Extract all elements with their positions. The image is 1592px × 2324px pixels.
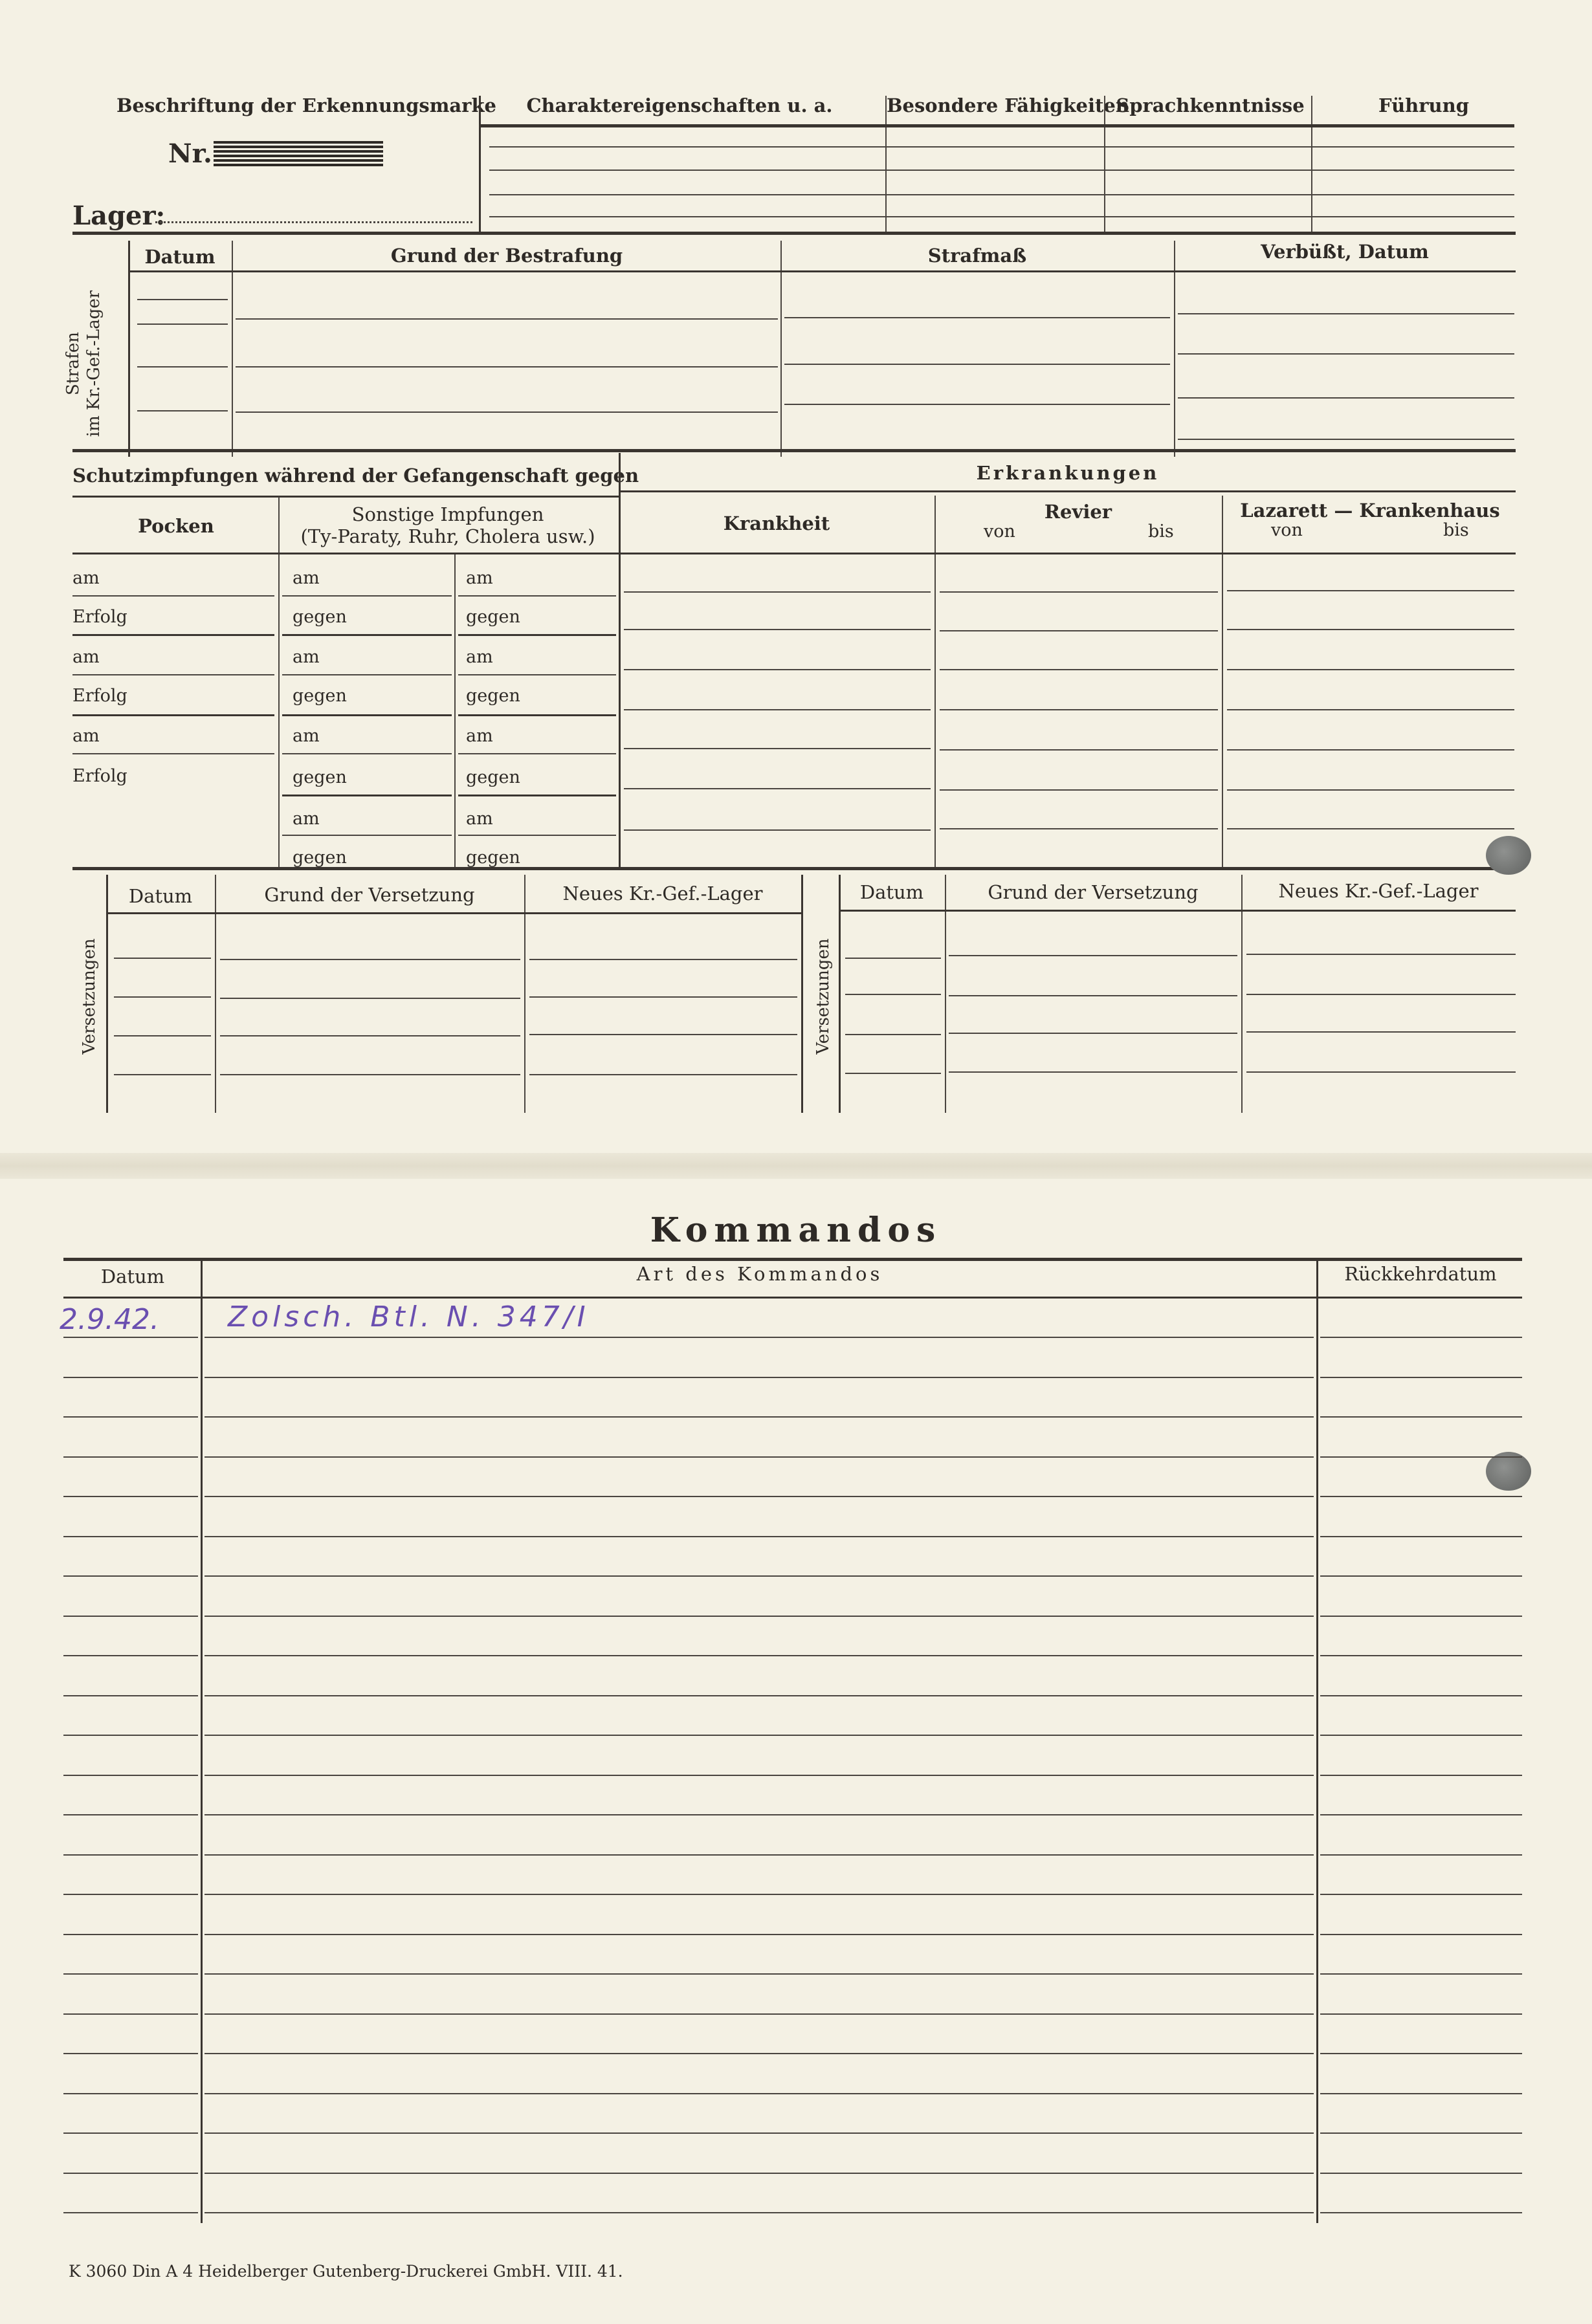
sonstige-b-am-2: am — [466, 647, 493, 667]
sonstige-b-gegen-2: gegen — [466, 686, 520, 706]
sonstige-a-am-2: am — [293, 647, 320, 667]
kommandos-row-line — [205, 1854, 1314, 1856]
kommandos-row-line — [63, 1735, 198, 1736]
kommandos-row-line — [1320, 2212, 1522, 2213]
kommandos-row-line — [205, 1575, 1314, 1577]
kommandos-row-line — [1320, 1854, 1522, 1856]
kommandos-row-line — [63, 1496, 198, 1497]
kommandos-row-line — [63, 1377, 198, 1378]
pocken-am-1: am — [72, 568, 100, 588]
transfer-left-header-datum: Datum — [128, 885, 193, 907]
kommandos-row-line — [1320, 1973, 1522, 1975]
kommandos-row-line — [63, 2212, 198, 2213]
kommandos-row-line — [205, 1416, 1314, 1418]
kommandos-row-line — [1320, 1496, 1522, 1497]
punishment-header-verbuesst: Verbüßt, Datum — [1261, 241, 1429, 263]
nr-label: Nr. — [168, 138, 212, 169]
transfer-left-header-lager: Neues Kr.-Gef.-Lager — [562, 882, 763, 904]
kommandos-row-line — [205, 2212, 1314, 2213]
kommandos-row-line — [63, 1416, 198, 1418]
kommandos-row-line — [1320, 1735, 1522, 1736]
punishment-header-strafmass: Strafmaß — [927, 245, 1027, 267]
kommandos-row-line — [205, 2093, 1314, 2094]
kommandos-row-line — [63, 1575, 198, 1577]
lager-label: Lager: — [72, 201, 166, 231]
print-footer: K 3060 Din A 4 Heidelberger Gutenberg-Druckerei GmbH. VIII. 41. — [69, 2262, 623, 2281]
transfer-side-label-left: Versetzungen — [80, 938, 99, 1055]
sonstige-b-gegen-3: gegen — [466, 767, 520, 787]
punch-hole-bottom — [1486, 1452, 1531, 1491]
kommandos-row-line — [205, 1735, 1314, 1736]
pocken-am-3: am — [72, 726, 100, 746]
kommandos-row-line — [63, 2013, 198, 2015]
lager-dotted-line — [155, 221, 472, 223]
punishment-side-label: Strafen im Kr.-Gef.-Lager — [63, 290, 104, 437]
kommandos-entry-text: Zolsch. Btl. N. 347/I — [228, 1300, 590, 1333]
kommandos-row-line — [63, 1775, 198, 1776]
kommandos-row-line — [1320, 2093, 1522, 2094]
kommandos-row-line — [63, 2173, 198, 2174]
kommandos-row-line — [205, 1775, 1314, 1776]
kommandos-row-line — [205, 1337, 1314, 1338]
pocken-erfolg-3: Erfolg — [72, 766, 127, 786]
paper-fold — [0, 1153, 1592, 1179]
kommandos-row-line — [63, 2053, 198, 2054]
kommandos-row-line — [205, 2132, 1314, 2134]
illness-revier-bis: bis — [1148, 521, 1174, 542]
sonstige-a-gegen-3: gegen — [293, 767, 347, 787]
id-title: Beschriftung der Erkennungsmarke — [116, 94, 497, 116]
kommandos-row-line — [1320, 1655, 1522, 1656]
kommandos-title: Kommandos — [650, 1211, 942, 1250]
traits-header-2: Besondere Fähigkeiten — [887, 94, 1129, 116]
kommandos-row-line — [205, 1536, 1314, 1537]
kommandos-row-line — [1320, 1695, 1522, 1696]
kommandos-row-line — [1320, 2053, 1522, 2054]
sonstige-a-gegen-1: gegen — [293, 607, 347, 627]
nr-stamp — [214, 141, 383, 167]
illness-revier-von: von — [984, 521, 1015, 542]
illness-header-revier: Revier — [1044, 501, 1112, 523]
sonstige-a-am-1: am — [293, 568, 320, 588]
kommandos-row-line — [205, 1973, 1314, 1975]
kommandos-row-line — [205, 1616, 1314, 1617]
pocken-erfolg-1: Erfolg — [72, 607, 127, 627]
kommandos-header-rueckkehr: Rückkehrdatum — [1344, 1263, 1497, 1285]
kommandos-row-line — [63, 2132, 198, 2134]
illness-header-krankheit: Krankheit — [723, 512, 830, 534]
kommandos-row-line — [1320, 1337, 1522, 1338]
illness-lazarett-bis: bis — [1443, 520, 1469, 540]
kommandos-row-line — [63, 1456, 198, 1458]
kommandos-row-line — [63, 2093, 198, 2094]
sonstige-b-am-3: am — [466, 726, 493, 746]
kommandos-row-line — [205, 1814, 1314, 1815]
kommandos-row-line — [63, 1655, 198, 1656]
traits-header-3: Sprachkenntnisse — [1116, 94, 1305, 116]
kommandos-header-datum: Datum — [100, 1266, 165, 1288]
sonstige-a-gegen-2: gegen — [293, 686, 347, 706]
kommandos-header-art: Art des Kommandos — [636, 1263, 883, 1285]
traits-header-1: Charaktereigenschaften u. a. — [526, 94, 833, 116]
kommandos-row-line — [1320, 1416, 1522, 1418]
illness-header-lazarett: Lazarett — Krankenhaus — [1240, 499, 1500, 521]
sonstige-a-am-3: am — [293, 726, 320, 746]
vaccination-header-pocken: Pocken — [138, 515, 214, 537]
kommandos-row-line — [63, 1854, 198, 1856]
kommandos-row-line — [205, 1695, 1314, 1696]
kommandos-row-line — [1320, 1456, 1522, 1458]
vaccination-title: Schutzimpfungen während der Gefangenschaft gegen — [72, 465, 639, 487]
kommandos-row-line — [1320, 1536, 1522, 1537]
kommandos-row-line — [63, 1973, 198, 1975]
kommandos-row-line — [205, 1894, 1314, 1895]
kommandos-row-line — [205, 1655, 1314, 1656]
kommandos-row-line — [205, 1377, 1314, 1378]
kommandos-row-line — [205, 2013, 1314, 2015]
transfer-right-header-lager: Neues Kr.-Gef.-Lager — [1278, 880, 1479, 902]
kommandos-row-line — [63, 1337, 198, 1338]
kommandos-row-line — [1320, 1575, 1522, 1577]
kommandos-row-line — [1320, 1894, 1522, 1895]
kommandos-row-line — [1320, 1616, 1522, 1617]
kommandos-row-line — [1320, 1934, 1522, 1935]
kommandos-row-line — [205, 1934, 1314, 1935]
kommandos-row-line — [1320, 2013, 1522, 2015]
illness-title: Erkrankungen — [976, 462, 1160, 484]
sonstige-b-gegen-4: gegen — [466, 848, 520, 868]
illness-lazarett-von: von — [1271, 520, 1303, 540]
sonstige-a-am-4: am — [293, 809, 320, 829]
vaccination-header-sonstige: Sonstige Impfungen (Ty-Paraty, Ruhr, Cholera usw.) — [300, 503, 595, 547]
kommandos-row-line — [1320, 1775, 1522, 1776]
kommandos-row-line — [1320, 1814, 1522, 1815]
sonstige-a-gegen-4: gegen — [293, 848, 347, 868]
kommandos-row-line — [205, 2173, 1314, 2174]
kommandos-entry-date: 2.9.42. — [60, 1303, 159, 1336]
pocken-am-2: am — [72, 647, 100, 667]
sonstige-b-am-4: am — [466, 809, 493, 829]
kommandos-row-line — [1320, 2132, 1522, 2134]
kommandos-row-line — [1320, 2173, 1522, 2174]
pocken-erfolg-2: Erfolg — [72, 686, 127, 706]
kommandos-row-line — [63, 1934, 198, 1935]
kommandos-row-line — [205, 1456, 1314, 1458]
punishment-header-grund: Grund der Bestrafung — [390, 245, 623, 267]
kommandos-row-line — [63, 1894, 198, 1895]
kommandos-row-line — [205, 1496, 1314, 1497]
kommandos-row-line — [63, 1695, 198, 1696]
punishment-header-datum: Datum — [144, 246, 216, 268]
transfer-side-label-right: Versetzungen — [813, 938, 833, 1055]
sonstige-b-gegen-1: gegen — [466, 607, 520, 627]
kommandos-row-line — [63, 1814, 198, 1815]
transfer-left-header-grund: Grund der Versetzung — [264, 884, 475, 906]
kommandos-row-line — [63, 1536, 198, 1537]
kommandos-row-line — [205, 2053, 1314, 2054]
kommandos-row-line — [63, 1616, 198, 1617]
transfer-right-header-datum: Datum — [859, 881, 924, 903]
punch-hole-top — [1486, 836, 1531, 875]
transfer-right-header-grund: Grund der Versetzung — [988, 881, 1199, 903]
kommandos-row-line — [1320, 1377, 1522, 1378]
sonstige-b-am-1: am — [466, 568, 493, 588]
traits-header-4: Führung — [1378, 94, 1469, 116]
